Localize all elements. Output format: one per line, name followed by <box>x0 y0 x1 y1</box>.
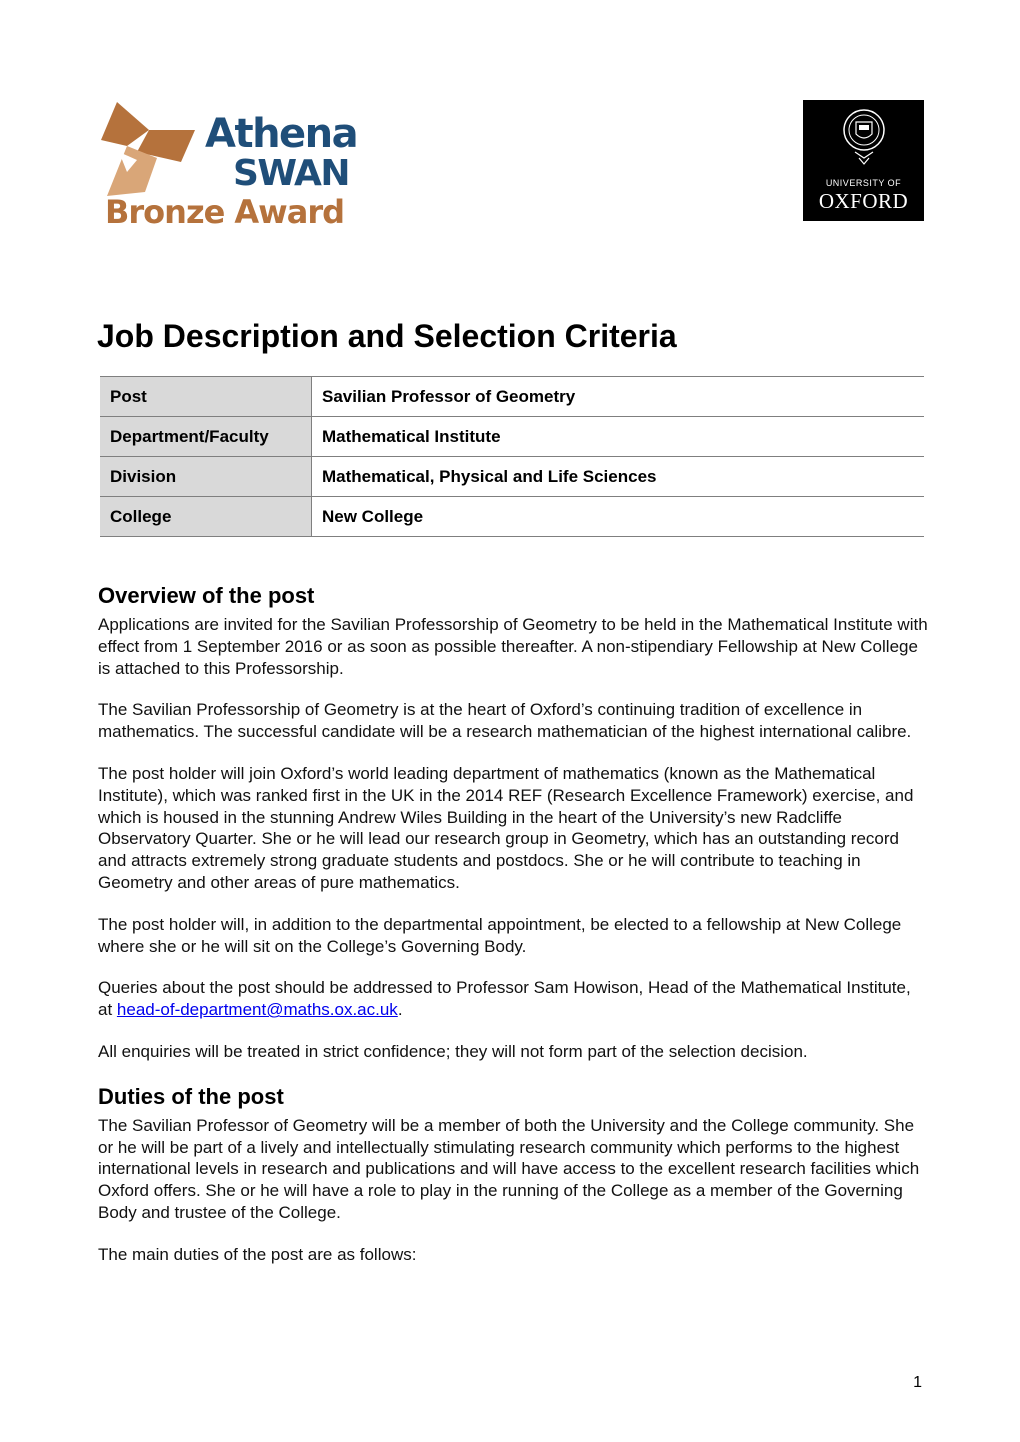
table-row <box>100 497 924 537</box>
college-value: New College <box>312 497 925 537</box>
head-of-department-email-link[interactable]: head-of-department@maths.ox.ac.uk <box>116 1000 398 1020</box>
bronze-award-wordmark: Bronze Award <box>105 193 345 231</box>
page-title: Job Description and Selection Criteria <box>97 318 677 354</box>
queries-paragraph <box>98 977 928 1021</box>
athena-swan-mark-icon <box>97 100 197 200</box>
oxford-university-of-text: UNIVERSITY OF <box>825 178 902 188</box>
queries-text: Queries about the post should be addressed to Professor Sam Howison, Head of the Mathematical Institute, at <box>98 978 911 1020</box>
duties-paragraph-1: The Savilian Professor of Geometry will be a member of both the University and the College community. She or he will be part of a lively and intellectually stimulating research community which performs to the highest international levels in research and publications and will have access to the excellent research facilities which Oxford offers. She or he will have a role to play in the running of the College as a member of the Governing Body and trustee of the College. <box>98 1115 920 1222</box>
post-label: Post <box>100 377 312 417</box>
overview-heading: Overview of the post <box>98 583 315 608</box>
confidence-paragraph: All enquiries will be treated in strict confidence; they will not form part of the selection decision. <box>98 1041 808 1061</box>
oxford-name-text: OXFORD <box>818 189 909 213</box>
department-value: Mathematical Institute <box>312 417 925 457</box>
overview-paragraph-2: The Savilian Professorship of Geometry is at the heart of Oxford’s continuing tradition of excellence in mathematics. The successful candidate will be a research mathematician of the highest international calibre. <box>98 700 912 742</box>
document-body <box>98 582 928 1286</box>
athena-wordmark: Athena <box>205 111 358 157</box>
table-row <box>100 457 924 497</box>
table-row <box>100 417 924 457</box>
page-number: 1 <box>913 1374 922 1391</box>
queries-suffix: . <box>397 1000 403 1020</box>
duties-heading: Duties of the post <box>98 1083 284 1109</box>
athena-swan-logo <box>97 100 357 235</box>
post-value: Savilian Professor of Geometry <box>312 377 925 417</box>
post-info-table <box>100 376 924 537</box>
department-label: Department/Faculty <box>100 417 312 457</box>
division-label: Division <box>100 457 312 497</box>
oxford-logo <box>803 100 924 221</box>
overview-paragraph-4: The post holder will, in addition to the departmental appointment, be elected to a fellowship at New College where she or he will sit on the College’s Governing Body. <box>98 914 902 956</box>
table-row <box>100 377 924 417</box>
overview-paragraph-3: The post holder will join Oxford’s world leading department of mathematics (known as the Mathematical Institute), which was ranked first in the UK in the 2014 REF (Research Excellence Framework) exercise, and which is housed in the stunning Andrew Wiles Building in the heart of the University’s new Radcliffe Observatory Quarter. She or he will lead our research group in Geometry, which has an outstanding record and attracts extremely strong graduate students and postdocs. She or he will contribute to teaching in Geometry and other areas of pure mathematics. <box>98 763 914 892</box>
college-label: College <box>100 497 312 537</box>
overview-paragraph-1: Applications are invited for the Savilian Professorship of Geometry to be held in the Mathematical Institute with effect from 1 September 2016 or as soon as possible thereafter. A non-stipendiary Fellowship at New College is attached to this Professorship. <box>98 615 928 678</box>
swan-wordmark: SWAN <box>233 153 350 194</box>
oxford-crest-icon <box>841 108 887 166</box>
duties-paragraph-2: The main duties of the post are as follows: <box>98 1244 417 1264</box>
division-value: Mathematical, Physical and Life Sciences <box>312 457 925 497</box>
